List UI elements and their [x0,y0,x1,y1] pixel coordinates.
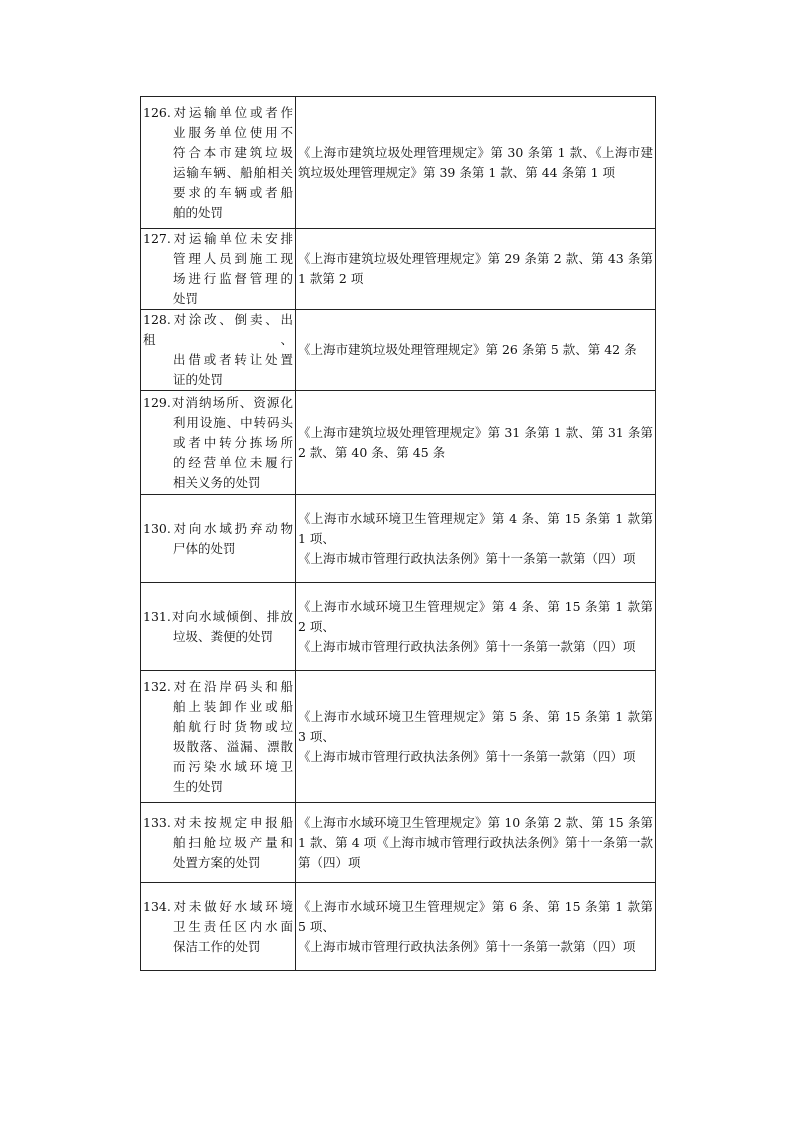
violation-item-line: 133.对未按规定申报船 [143,814,293,830]
violation-item-line: 处罚 [173,291,199,306]
table-row [141,671,656,803]
legal-basis-text: 《上海市城市管理行政执法条例》第十一条第一款第（四）项 [298,550,636,566]
table-row [141,97,656,229]
legal-basis-text: 《上海市建筑垃圾处理管理规定》第 31 条第 1 款、第 31 条第 2 款、第 40 条、第 45 条 [298,424,653,460]
violation-item-cell [141,495,296,583]
legal-basis-text: 《上海市水域环境卫生管理规定》第 4 条、第 15 条第 1 款第 1 项、 [298,510,653,546]
violation-item-line: 保洁工作的处罚 [173,938,261,954]
legal-basis-cell [296,391,656,495]
violation-item-line: 场进行监督管理的 [173,271,293,286]
legal-basis-text: 《上海市水域环境卫生管理规定》第 6 条、第 15 条第 1 款第 5 项、 [298,898,653,934]
violation-item-line: 要求的车辆或者船 [173,184,293,200]
violation-item-line: 管理人员到施工现 [173,251,293,266]
violation-item-line: 出借或者转让处置 [173,352,293,367]
legal-basis-cell [296,803,656,883]
legal-basis-cell [296,583,656,671]
legal-basis-text: 《上海市城市管理行政执法条例》第十一条第一款第（四）项 [298,748,636,764]
violation-item-line: 128.对涂改、倒卖、出租、 [143,312,293,347]
violation-item-line: 或者中转分拣场所 [173,434,293,450]
violation-item-line: 舶航行时货物或垃 [173,718,293,734]
table-row [141,583,656,671]
legal-basis-cell [296,671,656,803]
violation-item-line: 的经营单位未履行 [173,454,293,470]
table-row [141,883,656,971]
violation-item-line: 卫生责任区内水面 [173,918,293,934]
violation-item-cell [141,803,296,883]
violation-item-line: 舶上装卸作业或船 [173,698,293,714]
legal-basis-text: 《上海市水域环境卫生管理规定》第 4 条、第 15 条第 1 款第 2 项、 [298,598,653,634]
violation-item-line: 运输车辆、船舶相关 [173,164,293,180]
violation-item-line: 而污染水域环境卫 [173,758,293,774]
violation-item-line: 符合本市建筑垃圾 [173,144,293,160]
violation-item-line: 垃圾、粪便的处罚 [173,628,274,644]
violation-item-cell [141,97,296,229]
violation-item-line: 舶扫舱垃圾产量和 [173,834,293,850]
violation-item-line: 证的处罚 [173,372,224,387]
legal-basis-cell [296,883,656,971]
violation-item-line: 相关义务的处罚 [173,474,261,490]
violation-item-cell [141,391,296,495]
violation-item-line: 处置方案的处罚 [173,854,261,870]
violation-item-line: 132.对在沿岸码头和船 [143,678,293,694]
violation-item-line: 圾散落、溢漏、漂散 [173,738,293,754]
violation-item-line: 业服务单位使用不 [173,124,293,140]
legal-basis-text: 《上海市水域环境卫生管理规定》第 5 条、第 15 条第 1 款第 3 项、 [298,708,653,744]
legal-basis-text: 《上海市建筑垃圾处理管理规定》第 26 条第 5 款、第 42 条 [298,342,637,357]
violation-item-line: 舶的处罚 [173,204,224,220]
violation-item-cell [141,583,296,671]
legal-basis-cell [296,310,656,391]
table-row [141,229,656,310]
violation-item-line: 131.对向水域倾倒、排放 [143,608,293,624]
violation-item-line: 生的处罚 [173,778,224,794]
regulation-table [140,96,656,971]
violation-item-cell [141,671,296,803]
violation-item-line: 126.对运输单位或者作 [143,104,293,120]
violation-item-cell [141,310,296,391]
violation-item-line: 134.对未做好水域环境 [143,898,293,914]
legal-basis-cell [296,229,656,310]
table-body [141,97,656,971]
legal-basis-cell [296,97,656,229]
legal-basis-text: 《上海市建筑垃圾处理管理规定》第 29 条第 2 款、第 43 条第 1 款第 2 项 [298,251,653,286]
violation-item-line: 129.对消纳场所、资源化 [143,394,293,410]
violation-item-line: 利用设施、中转码头 [173,414,293,430]
legal-basis-cell [296,495,656,583]
violation-item-cell [141,883,296,971]
violation-item-cell [141,229,296,310]
table-row [141,391,656,495]
table-row [141,310,656,391]
violation-item-line: 130.对向水域扔弃动物 [143,520,293,536]
violation-item-line: 尸体的处罚 [173,540,236,556]
legal-basis-text: 《上海市城市管理行政执法条例》第十一条第一款第（四）项 [298,638,636,654]
table-row [141,803,656,883]
legal-basis-text: 《上海市建筑垃圾处理管理规定》第 30 条第 1 款、《上海市建筑垃圾处理管理规定》第 39 条第 1 款、第 44 条第 1 项 [298,144,653,180]
table-row [141,495,656,583]
legal-basis-text: 《上海市城市管理行政执法条例》第十一条第一款第（四）项 [298,938,636,954]
legal-basis-text: 《上海市水域环境卫生管理规定》第 10 条第 2 款、第 15 条第 1 款、第 4 项《上海市城市管理行政执法条例》第十一条第一款第（四）项 [298,814,653,870]
violation-item-line: 127.对运输单位未安排 [143,231,293,246]
